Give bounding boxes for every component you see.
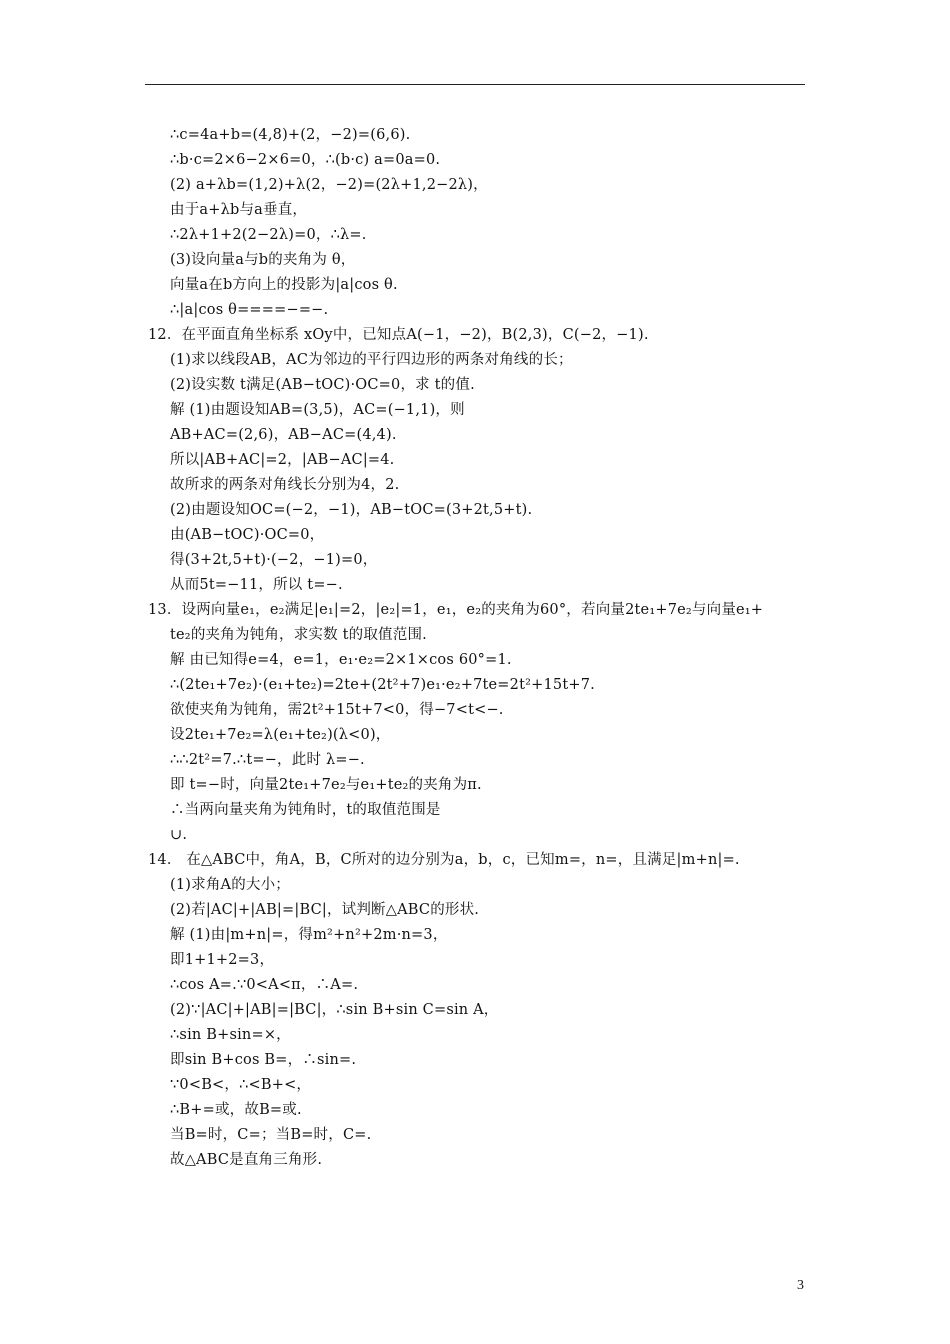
text-line: 12．在平面直角坐标系 xOy中，已知点A(−1，−2)，B(2,3)，C(−2，−1).: [148, 327, 649, 343]
text-line: 当B=时，C=；当B=时，C=.: [170, 1127, 372, 1143]
text-line: (2)∵|AC|+|AB|=|BC|，∴sin B+sin C=sin A，: [170, 1002, 499, 1018]
text-line: te₂的夹角为钝角，求实数 t的取值范围.: [170, 627, 427, 643]
text-line: 设2te₁+7e₂=λ(e₁+te₂)(λ<0)，: [170, 727, 391, 743]
text-line: ∴(2te₁+7e₂)·(e₁+te₂)=2te+(2t²+7)e₁·e₂+7te=2t²+15t+7.: [170, 677, 595, 693]
text-line: 欲使夹角为钝角，需2t²+15t+7<0，得−7<t<−.: [170, 702, 504, 718]
text-line: 解 由已知得e=4，e=1，e₁·e₂=2×1×cos 60°=1.: [170, 652, 512, 668]
text-line: ∴当两向量夹角为钝角时，t的取值范围是: [170, 802, 441, 818]
text-line: 13．设两向量e₁，e₂满足|e₁|=2，|e₂|=1，e₁，e₂的夹角为60°，若向量2te₁+7e₂与向量e₁+: [148, 602, 764, 618]
text-line: ∪.: [170, 827, 188, 843]
text-line: 解 (1)由题设知AB=(3,5)，AC=(−1,1)，则: [170, 402, 465, 418]
text-line: AB+AC=(2,6)，AB−AC=(4,4).: [170, 427, 397, 443]
text-line: 从而5t=−11，所以 t=−.: [170, 577, 343, 593]
text-line: (1)求角A的大小；: [170, 877, 291, 893]
text-line: 即1+1+2=3，: [170, 952, 275, 968]
text-line: 解 (1)由|m+n|=，得m²+n²+2m·n=3，: [170, 927, 448, 943]
text-line: (1)求以线段AB，AC为邻边的平行四边形的两条对角线的长；: [170, 352, 573, 368]
text-line: (2)若|AC|+|AB|=|BC|，试判断△ABC的形状.: [170, 902, 480, 918]
text-line: 得(3+2t,5+t)·(−2，−1)=0，: [170, 552, 378, 568]
text-line: 故所求的两条对角线长分别为4，2.: [170, 477, 400, 493]
text-line: ∴∴2t²=7.∴t=−，此时 λ=−.: [170, 752, 365, 768]
text-line: ∴2λ+1+2(2−2λ)=0，∴λ=.: [170, 227, 367, 243]
header-rule: [145, 84, 805, 85]
text-line: 即sin B+cos B=，∴sin=.: [170, 1052, 357, 1068]
text-line: (3)设向量a与b的夹角为 θ，: [170, 252, 356, 268]
text-line: 由于a+λb与a垂直，: [170, 202, 308, 218]
text-line: (2)设实数 t满足(AB−tOC)·OC=0，求 t的值.: [170, 377, 475, 393]
text-line: ∴|a|cos θ====−=−.: [170, 302, 329, 318]
text-line: (2)由题设知OC=(−2，−1)，AB−tOC=(3+2t,5+t).: [170, 502, 533, 518]
text-line: 故△ABC是直角三角形.: [170, 1152, 323, 1168]
text-line: ∴c=4a+b=(4,8)+(2，−2)=(6,6).: [170, 127, 411, 143]
text-line: (2) a+λb=(1,2)+λ(2，−2)=(2λ+1,2−2λ)，: [170, 177, 488, 193]
text-line: ∴sin B+sin=×，: [170, 1027, 291, 1043]
text-line: 向量a在b方向上的投影为|a|cos θ.: [170, 277, 398, 293]
page-number: 3: [797, 1278, 804, 1293]
text-line: ∵0<B<，∴<B+<，: [170, 1077, 312, 1093]
text-line: ∴b·c=2×6−2×6=0，∴(b·c) a=0a=0.: [170, 152, 441, 168]
text-line: ∴cos A=.∵0<A<π，∴A=.: [170, 977, 359, 993]
text-line: ∴B+=或，故B=或.: [170, 1102, 302, 1118]
text-line: 所以|AB+AC|=2，|AB−AC|=4.: [170, 452, 395, 468]
text-line: 即 t=−时，向量2te₁+7e₂与e₁+te₂的夹角为π.: [170, 777, 482, 793]
text-line: 14． 在△ABC中，角A，B，C所对的边分别为a，b，c，已知m=，n=，且满足|m+n|=.: [148, 852, 740, 868]
text-line: 由(AB−tOC)·OC=0，: [170, 527, 325, 543]
